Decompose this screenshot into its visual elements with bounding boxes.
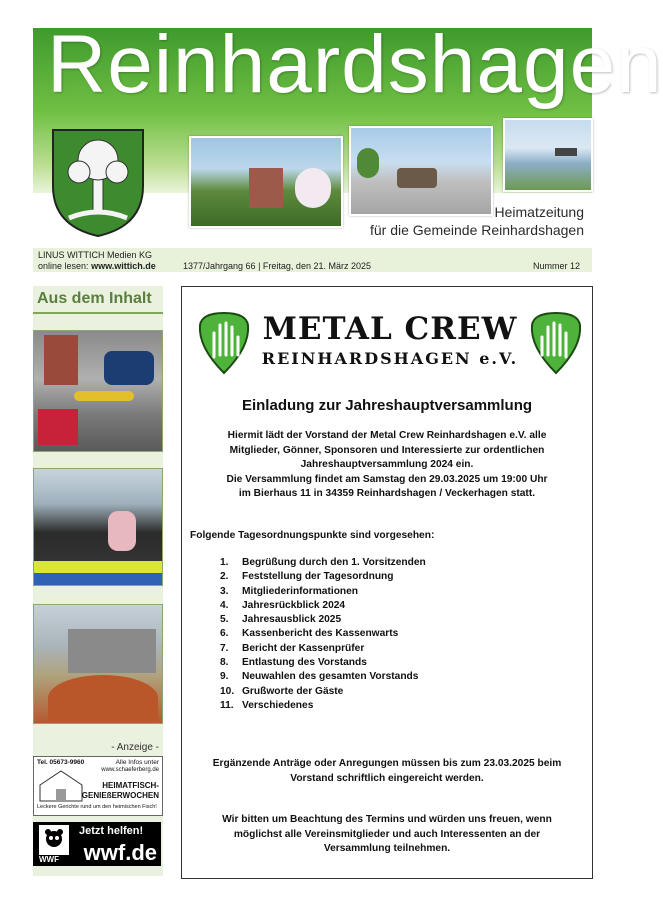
ad-phone: Tel. 05673-9960 <box>37 759 85 766</box>
main-article <box>181 286 593 879</box>
logo-reinhardshagen-ev: REINHARDSHAGEN e.V. <box>261 349 519 368</box>
agenda-number: 3. <box>220 585 229 597</box>
intro-line: Hiermit lädt der Vorstand der Metal Crew Reinhardshagen e.V. alle <box>227 430 547 441</box>
coat-of-arms-icon <box>49 126 147 238</box>
agenda-number: 5. <box>220 614 229 626</box>
newspaper-title: Reinhardshagen <box>47 19 663 110</box>
logo-metal-crew: METAL CREW <box>262 311 518 347</box>
ad-label: - Anzeige - <box>111 742 159 753</box>
agenda-item <box>220 614 426 628</box>
sidebar-photo-police-car[interactable] <box>33 468 163 586</box>
ad-title-2: GENIEßERWOCHEN <box>81 791 159 800</box>
motions-paragraph <box>182 757 592 786</box>
online-url-link[interactable]: www.wittich.de <box>91 261 156 271</box>
publication-date: Freitag, den 21. März 2025 <box>262 261 371 271</box>
agenda-number: 4. <box>220 599 229 611</box>
panda-icon <box>39 825 69 855</box>
intro-line: Mitglieder, Gönner, Sponsoren und Interessierte zur ordentlichen <box>229 444 545 456</box>
agenda-number: 2. <box>220 571 229 583</box>
closing-line: Versammlung teilnehmen. <box>323 843 451 854</box>
sidebar-heading: Aus dem Inhalt <box>37 290 152 307</box>
closing-line: möglichst alle Vereinsmitglieder und auch Interessenten an der <box>233 828 541 840</box>
agenda-number: 8. <box>220 657 229 669</box>
wwf-cta: Jetzt helfen! <box>79 825 144 837</box>
guitar-pick-skeleton-hand-icon <box>196 311 252 375</box>
ad-wwf[interactable] <box>33 822 161 866</box>
agenda-item <box>220 586 426 600</box>
article-heading: Einladung zur Jahreshauptversammlung <box>241 397 533 414</box>
agenda-intro: Folgende Tagesordnungspunkte sind vorgesehen: <box>190 530 435 541</box>
agenda-text: Mitgliederinformationen <box>242 585 359 597</box>
agenda-item <box>220 700 426 714</box>
sidebar-photo-firefighters[interactable] <box>33 330 163 452</box>
agenda-number: 7. <box>220 642 229 654</box>
house-icon <box>38 769 84 803</box>
agenda-text: Kassenbericht des Kassenwarts <box>242 628 399 640</box>
intro-line: Die Versammlung findet am Samstag den 29.03.2025 um 19:00 Uhr <box>226 473 548 485</box>
subtitle-line-2: für die Gemeinde Reinhardshagen <box>369 222 584 238</box>
agenda-text: Verschiedenes <box>242 699 314 711</box>
ad-tagline: Leckere Gerichte rund um den heimischen Fisch! <box>37 804 157 810</box>
sidebar-heading-rule <box>33 312 163 314</box>
ad-url: www.schaeferberg.de <box>101 767 159 773</box>
agenda-text: Jahresrückblick 2024 <box>242 599 346 611</box>
agenda-text: Grußworte der Gäste <box>242 685 344 697</box>
intro-paragraph <box>182 429 592 502</box>
agenda-item <box>220 557 426 571</box>
masthead-photo-plaza <box>349 126 493 216</box>
wwf-url: wwf.de <box>83 840 157 865</box>
ad-info: Alle Infos unter <box>115 759 159 766</box>
agenda-text: Jahresausblick 2025 <box>242 614 342 626</box>
motions-line: Ergänzende Anträge oder Anregungen müssen bis zum 23.03.2025 beim <box>212 758 562 769</box>
issue-number: 1377/Jahrgang 66 | <box>183 261 261 271</box>
online-label: online lesen: <box>38 261 89 271</box>
online-read <box>38 261 156 271</box>
guitar-pick-skeleton-hand-icon-right <box>528 311 584 375</box>
agenda-item <box>220 628 426 642</box>
agenda-text: Begrüßung durch den 1. Vorsitzenden <box>242 557 426 568</box>
agenda-item <box>220 657 426 671</box>
ad-heimatfisch[interactable] <box>33 756 163 816</box>
agenda-number: 6. <box>220 628 229 640</box>
agenda-item <box>220 671 426 685</box>
wwf-brand: WWF <box>39 855 59 864</box>
agenda-item <box>220 643 426 657</box>
agenda-number: 1. <box>220 557 229 568</box>
issue-info-bar <box>33 248 592 272</box>
agenda-text: Neuwahlen des gesamten Vorstands <box>242 671 419 683</box>
agenda-number: 9. <box>220 671 229 683</box>
agenda-number: 11. <box>220 699 234 711</box>
edition-number: Nummer 12 <box>532 261 580 271</box>
masthead-photo-river <box>503 118 593 192</box>
closing-line: Wir bitten um Beachtung des Termins und würden uns freuen, wenn <box>222 814 552 825</box>
agenda-text: Entlastung des Vorstands <box>242 657 367 669</box>
issue-date <box>183 261 371 271</box>
sidebar <box>33 286 163 876</box>
intro-line: Jahreshauptversammlung 2024 ein. <box>300 459 474 470</box>
agenda-text: Bericht der Kassenprüfer <box>242 642 365 654</box>
ad-title-1: HEIMATFISCH- <box>102 781 159 790</box>
masthead-photo-church <box>189 136 343 228</box>
agenda-text: Feststellung der Tagesordnung <box>242 571 394 583</box>
closing-paragraph <box>182 813 592 857</box>
motions-line: Vorstand schriftlich eingereicht werden. <box>290 772 484 784</box>
agenda-item <box>220 600 426 614</box>
agenda-list <box>220 557 426 714</box>
agenda-number: 10. <box>220 685 235 697</box>
masthead <box>33 19 663 246</box>
sidebar-photo-truck[interactable] <box>33 604 163 724</box>
agenda-item <box>220 686 426 700</box>
agenda-item <box>220 571 426 585</box>
subtitle-line-1: Heimatzeitung <box>494 204 584 220</box>
intro-line: im Bierhaus 11 in 34359 Reinhardshagen / Veckerhagen statt. <box>238 488 536 499</box>
publisher-name: LINUS WITTICH Medien KG <box>38 250 153 260</box>
